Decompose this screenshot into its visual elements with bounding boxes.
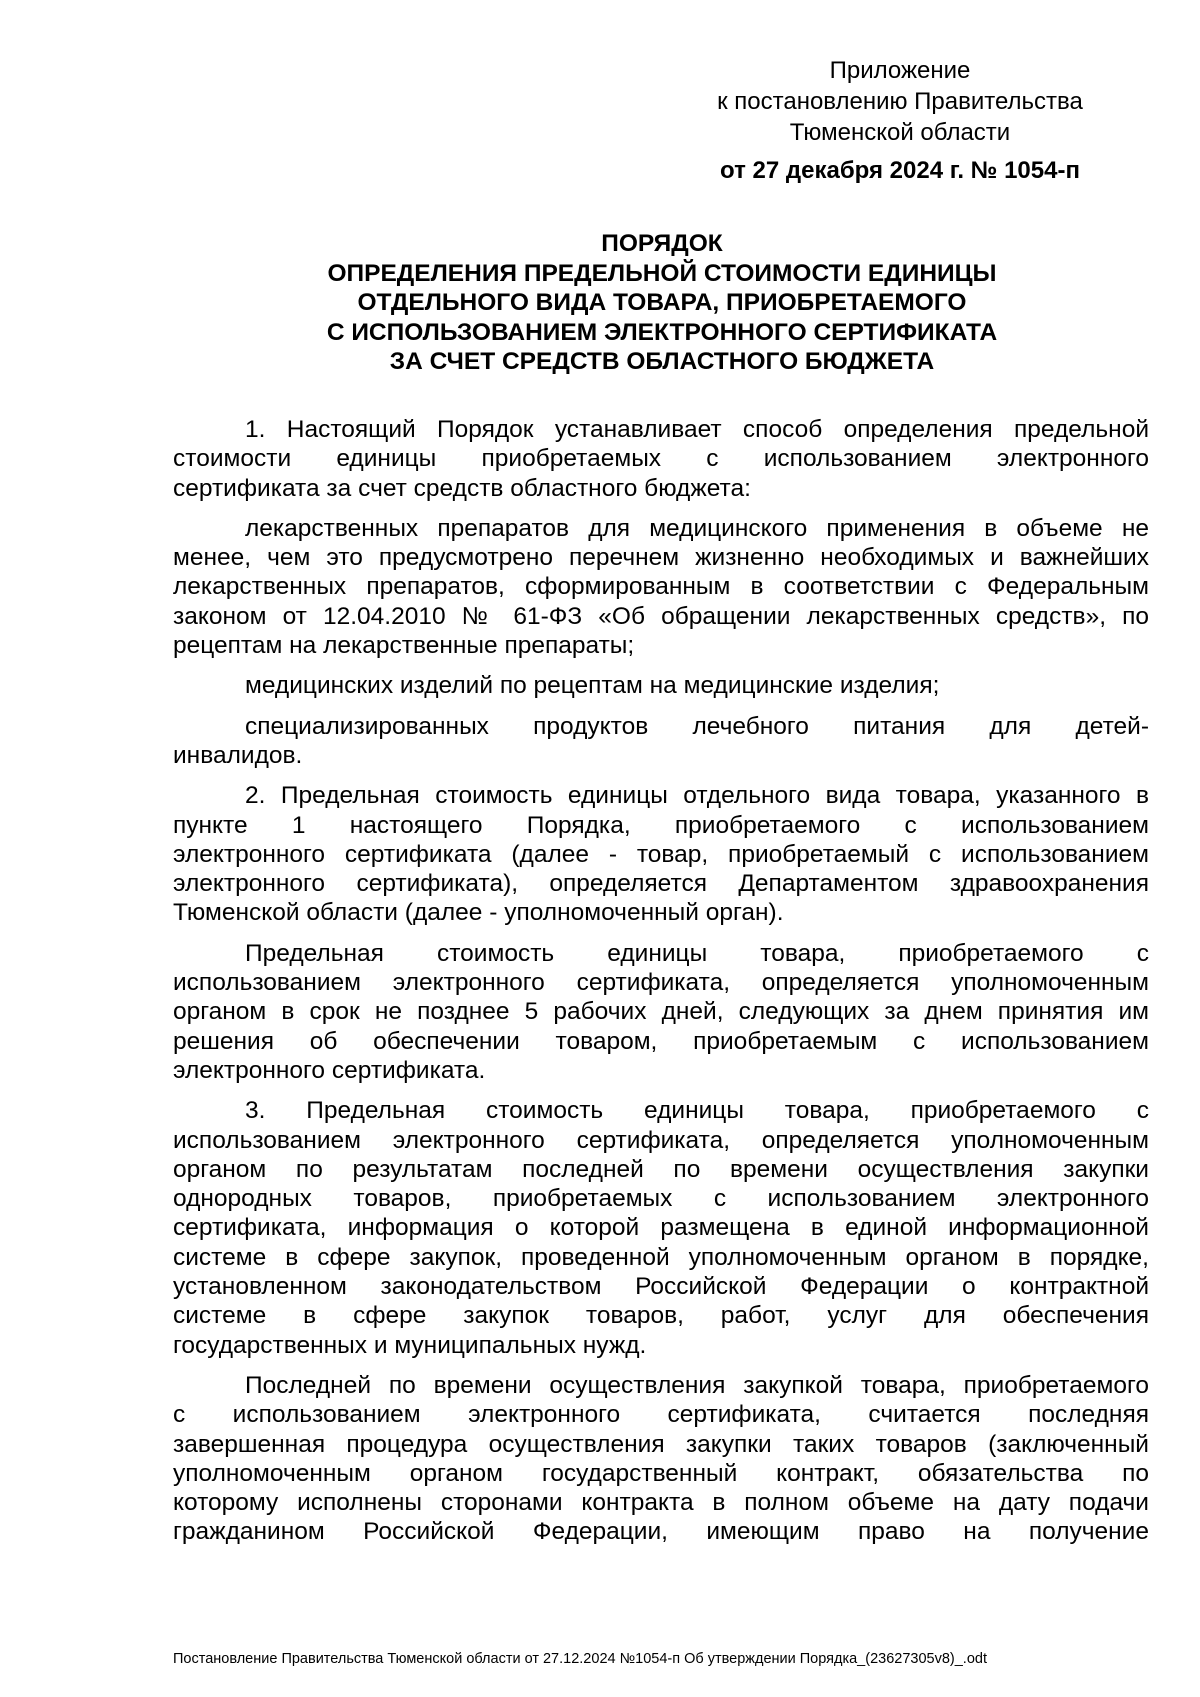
- paragraph-line: рецептам на лекарственные препараты;: [173, 632, 635, 660]
- paragraph-line: медицинских изделий по рецептам на медицинские изделия;: [245, 672, 940, 700]
- paragraph-line: сертификата, информация о которой размещена в единой информационной: [173, 1214, 1149, 1242]
- paragraph-line: использованием электронного сертификата, определяется уполномоченным: [173, 1126, 1149, 1154]
- paragraph: [173, 514, 1149, 660]
- paragraph-line: электронного сертификата (далее - товар, приобретаемый с использованием: [173, 840, 1149, 868]
- page-footer: Постановление Правительства Тюменской области от 27.12.2024 №1054-п Об утверждении Порядка_(23627305v8)_.odt: [173, 1651, 987, 1667]
- title-line-5: ЗА СЧЕТ СРЕДСТВ ОБЛАСТНОГО БЮДЖЕТА: [389, 348, 935, 375]
- attachment-reference: к постановлению Правительства: [717, 88, 1083, 115]
- attachment-header: [690, 55, 1110, 186]
- paragraph-line: законом от 12.04.2010 № 61-ФЗ «Об обращении лекарственных средств», по: [173, 602, 1149, 630]
- paragraph-line: лекарственных препаратов, сформированным в соответствии с Федеральным: [173, 573, 1149, 601]
- paragraph-line: специализированных продуктов лечебного питания для детей-: [245, 712, 1149, 740]
- paragraph-line: 1. Настоящий Порядок устанавливает способ определения предельной: [245, 416, 1149, 443]
- paragraph-line: завершенная процедура осуществления закупки таких товаров (заключенный: [173, 1430, 1149, 1458]
- attachment-date-number: от 27 декабря 2024 г. № 1054-п: [720, 157, 1080, 184]
- paragraph-line: которому исполнены сторонами контракта в полном объеме на дату подачи: [173, 1489, 1149, 1517]
- document-title: [170, 229, 1154, 377]
- paragraph-line: Последней по времени осуществления закупкой товара, приобретаемого: [245, 1371, 1149, 1399]
- paragraph: [173, 1096, 1149, 1360]
- paragraph-line: электронного сертификата.: [173, 1056, 486, 1084]
- paragraph: [173, 712, 1149, 771]
- paragraph-line: Предельная стоимость единицы товара, приобретаемого с: [245, 939, 1149, 967]
- paragraph-line: системе в сфере закупок, проведенной уполномоченным органом в порядке,: [173, 1243, 1149, 1271]
- paragraph-line: уполномоченным органом государственный контракт, обязательства по: [173, 1459, 1149, 1487]
- paragraph-line: электронного сертификата), определяется Департаментом здравоохранения: [173, 870, 1149, 898]
- paragraph-line: государственных и муниципальных нужд.: [173, 1331, 647, 1359]
- paragraph-line: пункте 1 настоящего Порядка, приобретаемого с использованием: [173, 811, 1149, 839]
- paragraph-line: установленном законодательством Российской Федерации о контрактной: [173, 1273, 1149, 1301]
- title-line-1: ПОРЯДОК: [601, 230, 723, 257]
- paragraph-line: Тюменской области (далее - уполномоченный орган).: [173, 899, 784, 927]
- paragraph: [173, 781, 1149, 927]
- paragraph-line: однородных товаров, приобретаемых с использованием электронного: [173, 1185, 1149, 1213]
- attachment-label: Приложение: [829, 57, 971, 84]
- title-line-4: С ИСПОЛЬЗОВАНИЕМ ЭЛЕКТРОННОГО СЕРТИФИКАТА: [326, 318, 998, 346]
- paragraph-line: инвалидов.: [173, 741, 303, 769]
- title-line-3: ОТДЕЛЬНОГО ВИДА ТОВАРА, ПРИОБРЕТАЕМОГО: [357, 289, 967, 316]
- paragraph: [173, 939, 1149, 1085]
- paragraph-line: использованием электронного сертификата, определяется уполномоченным: [173, 969, 1149, 997]
- paragraph: [173, 415, 1149, 503]
- paragraph-line: с использованием электронного сертификата, считается последняя: [173, 1401, 1149, 1429]
- document-body: [173, 415, 1149, 1558]
- paragraph-line: гражданином Российской Федерации, имеющим право на получение: [173, 1518, 1149, 1546]
- paragraph-line: сертификата за счет средств областного бюджета:: [173, 474, 751, 502]
- paragraph-line: 3. Предельная стоимость единицы товара, приобретаемого с: [245, 1097, 1149, 1125]
- paragraph-line: органом по результатам последней по времени осуществления закупки: [173, 1155, 1149, 1183]
- title-line-2: ОПРЕДЕЛЕНИЯ ПРЕДЕЛЬНОЙ СТОИМОСТИ ЕДИНИЦЫ: [327, 259, 997, 287]
- paragraph-line: 2. Предельная стоимость единицы отдельного вида товара, указанного в: [245, 782, 1149, 810]
- paragraph-line: решения об обеспечении товаром, приобретаемым с использованием: [173, 1027, 1149, 1055]
- paragraph: [173, 671, 1149, 700]
- paragraph-line: системе в сфере закупок товаров, работ, услуг для обеспечения: [173, 1302, 1149, 1330]
- paragraph-line: стоимости единицы приобретаемых с использованием электронного: [173, 445, 1149, 473]
- paragraph-line: лекарственных препаратов для медицинского применения в объеме не: [245, 514, 1149, 542]
- attachment-region: Тюменской области: [789, 119, 1011, 146]
- paragraph: [173, 1371, 1149, 1547]
- paragraph-line: органом в срок не позднее 5 рабочих дней, следующих за днем принятия им: [173, 998, 1149, 1026]
- paragraph-line: менее, чем это предусмотрено перечнем жизненно необходимых и важнейших: [173, 544, 1149, 572]
